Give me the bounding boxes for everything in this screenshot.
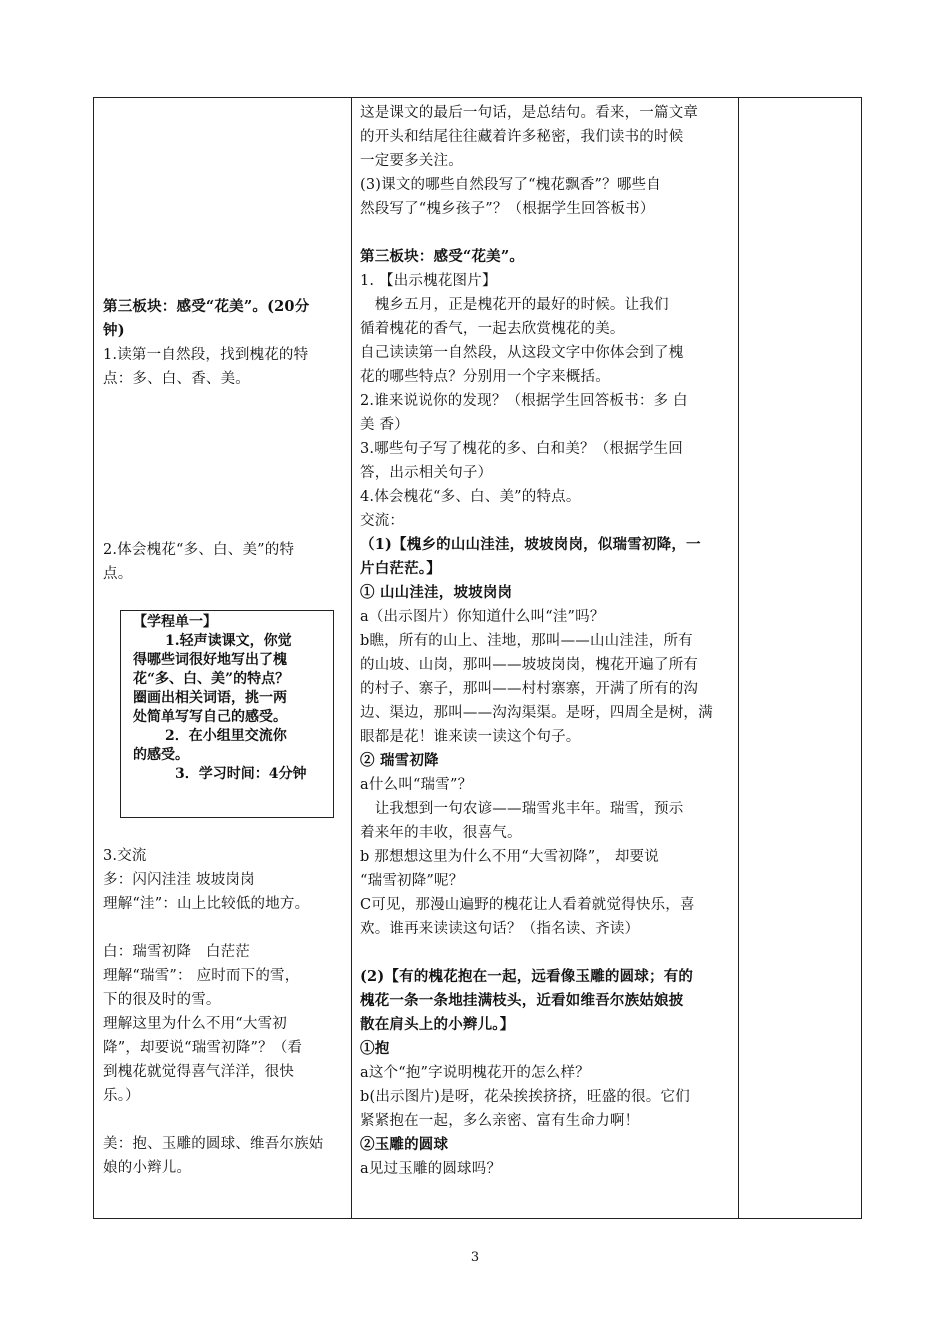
guidance-line: 自己读读第一自然段，从这段文字中你体会到了槐 [360,345,684,361]
guidance-line: 花的哪些特点？分别用一个字来概括。 [360,369,610,385]
guidance-line: a什么叫“瑞雪”？ [360,777,473,793]
mei-words-1: 美：抱、玉雕的圆球、维吾尔族姑 [103,1136,324,1152]
quote-2-line-2: 槐花一条一条地挂满枝头，近看如维吾尔族姑娘披 [360,992,684,1009]
bai-why-4: 乐。） [103,1088,140,1104]
study-box-line: 3．学习时间：4分钟 [175,766,307,782]
guidance-line: a（出示图片）你知道什么叫“洼”吗？ [360,609,605,625]
bai-why-3: 到槐花就觉得喜气洋洋，很快 [103,1064,295,1080]
item-1-line-1: 1.读第一自然段，找到槐花的特 [103,347,309,363]
lesson-plan-table [93,97,862,1219]
study-box-line: 得哪些词很好地写出了槐 [133,652,287,668]
quote-2-line-3: 散在肩头上的小辫儿。】 [360,1016,515,1033]
bai-why-2: 降”，却要说“瑞雪初降”？（看 [103,1040,303,1056]
teacher-guidance-column [360,101,740,1181]
guidance-line: 然段写了“槐乡孩子”？（根据学生回答板书） [360,201,655,217]
guidance-line: b瞧，所有的山上、洼地，那叫——山山洼洼，所有 [360,633,693,649]
subpoint-heading: ② 瑞雪初降 [360,752,439,769]
study-box-line: 圈画出相关词语，挑一两 [133,690,287,706]
bai-why-1: 理解这里为什么不用“大雪初 [103,1016,288,1032]
study-box-line: 1.轻声读课文，你觉 [165,633,292,649]
guidance-line: 答，出示相关句子） [360,465,493,481]
item-1-line-2: 点：多、白、香、美。 [103,371,250,387]
section-title: 第三板块：感受“花美”。(20分 [103,298,310,315]
guidance-line: 紧紧抱在一起，多么亲密、富有生命力啊！ [360,1113,640,1129]
bai-ruixue-1: 理解“瑞雪”： 应时而下的雪， [103,968,300,984]
study-box-line: 的感受。 [133,747,189,763]
guidance-line: 槐乡五月，正是槐花开的最好的时候。让我们 [360,297,669,313]
quote-1-line-1: （1)【槐乡的山山洼洼，坡坡岗岗，似瑞雪初降，一 [360,536,701,553]
student-activity-column [103,98,348,586]
guidance-line: 4.体会槐花“多、白、美”的特点。 [360,489,581,505]
guidance-line: 欢。谁再来读读这句话？（指名读、齐读） [360,921,640,937]
guidance-line: C可见，那漫山遍野的槐花让人看着就觉得快乐，喜 [360,897,695,913]
guidance-line: 这是课文的最后一句话，是总结句。看来，一篇文章 [360,105,699,121]
guidance-line: 着来年的丰收，很喜气。 [360,825,522,841]
guidance-line: 3.哪些句子写了槐花的多、白和美？（根据学生回 [360,441,683,457]
guidance-line: 让我想到一句农谚——瑞雪兆丰年。瑞雪，预示 [360,801,684,817]
guidance-line: 眼都是花！谁来读一读这个句子。 [360,729,581,745]
guidance-line: 1. 【出示槐花图片】 [360,273,497,289]
guidance-line: 一定要多关注。 [360,153,463,169]
study-box-title: 【学程单一】 [133,614,217,630]
guidance-line: 2.谁来说说你的发现？（根据学生回答板书：多 白 [360,393,688,409]
guidance-line: 的村子、寨子，那叫——村村寨寨，开满了所有的沟 [360,681,699,697]
duo-words: 多：闪闪洼洼 坡坡岗岗 [103,872,255,888]
guidance-line: (3)课文的哪些自然段写了“槐花飘香”？哪些自 [360,177,661,193]
exchange-section [103,844,348,1180]
guidance-line: b(出示图片)是呀，花朵挨挨挤挤，旺盛的很。它们 [360,1089,690,1105]
section-title-cont: 钟) [103,322,125,339]
study-box-line: 2．在小组里交流你 [165,728,287,744]
mei-words-2: 娘的小辫儿。 [103,1160,192,1176]
bai-words: 白：瑞雪初降 白茫茫 [103,944,250,960]
subpoint-heading: ②玉雕的圆球 [360,1136,449,1153]
guidance-line: “瑞雪初降”呢？ [360,873,464,889]
duo-explain: 理解“洼”：山上比较低的地方。 [103,896,310,912]
subpoint-heading: ①抱 [360,1040,390,1057]
column-divider-1 [351,98,352,1218]
study-box-line: 花“多、白、美”的特点？ [133,671,290,687]
study-sheet-box [120,610,334,818]
guidance-line: 循着槐花的香气，一起去欣赏槐花的美。 [360,321,625,337]
guidance-line: a这个“抱”字说明槐花开的怎么样？ [360,1065,590,1081]
study-box-line: 处简单写写自己的感受。 [133,709,287,725]
guidance-line: 的山坡、山岗，那叫——坡坡岗岗，槐花开遍了所有 [360,657,699,673]
bai-ruixue-2: 下的很及时的雪。 [103,992,221,1008]
quote-2-line-1: (2)【有的槐花抱在一起，远看像玉雕的圆球；有的 [360,968,694,985]
guidance-line: a见过玉雕的圆球吗？ [360,1161,502,1177]
guidance-section-title: 第三板块：感受“花美”。 [360,248,525,265]
item-2-line-2: 点。 [103,566,133,582]
guidance-line: 美 香） [360,417,409,433]
item-3: 3.交流 [103,848,147,864]
item-2-line-1: 2.体会槐花“多、白、美”的特 [103,542,295,558]
subpoint-heading: ① 山山洼洼，坡坡岗岗 [360,584,513,601]
guidance-line: b 那想想这里为什么不用“大雪初降”， 却要说 [360,849,659,865]
guidance-line: 边、渠边，那叫——沟沟渠渠。是呀，四周全是树，满 [360,705,713,721]
page-number: 3 [470,1250,480,1265]
quote-1-line-2: 片白茫茫。】 [360,560,441,577]
guidance-line: 交流： [360,513,405,529]
guidance-line: 的开头和结尾往往藏着许多秘密，我们读书的时候 [360,129,684,145]
